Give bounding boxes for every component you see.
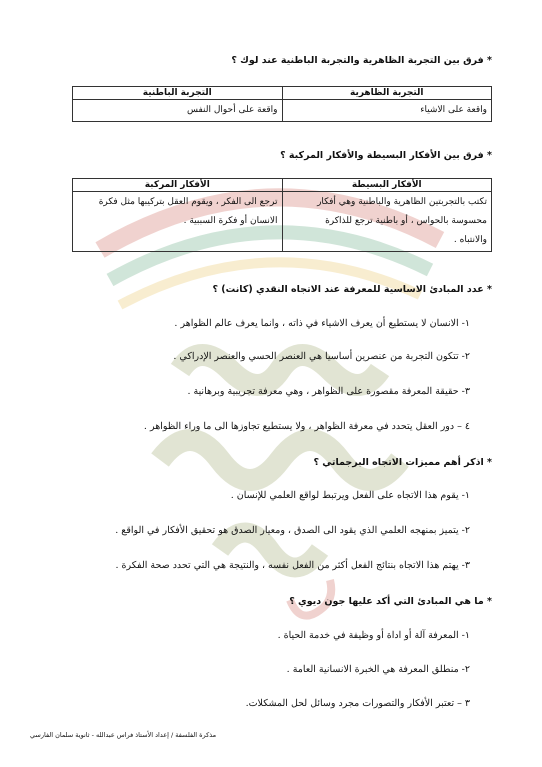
cell-line: تكتب بالتجربتين الظاهرية والباطنية وهي أفكار [317,197,487,207]
table-header-cell: التجربة الباطنية [73,87,283,100]
table-header-row [73,87,492,100]
experience-comparison-table [72,86,492,122]
question-2-title: * فرق بين الأفكار البسيطة والأفكار المركبة ؟ [280,150,492,161]
cell-line: الانسان أو فكرة السببية . [183,216,278,226]
table-row [73,100,492,122]
table-header-cell: التجربة الظاهرية [282,87,492,100]
page-footer: مذكرة الفلسفة / إعداد الأستاذ فراس عبدالله - ثانوية سلمان الفارسي [30,731,217,739]
table-cell [282,192,492,252]
table-header-row [73,179,492,192]
table-cell [73,192,283,252]
question-3-title: * عدد المبادئ الاساسية للمعرفة عند الاتجاه النقدي (كانت) ؟ [212,284,492,295]
table-cell: واقعة على الاشياء [282,100,492,122]
question-5-title: * ما هي المبادئ التي أكد عليها جون ديوي ؟ [289,596,492,607]
table-cell: واقعة على أحوال النفس [73,100,283,122]
list-item: ٢- يتميز بمنهجه العلمي الذي يقود الى الصدق ، ومعيار الصدق هو تحقيق الأفكار في الواقع . [115,525,470,536]
table-header-cell: الأفكار المركبة [73,179,283,192]
cell-line: والانتباه . [453,235,487,245]
list-item: ١- يقوم هذا الاتجاه على الفعل ويرتبط لواقع العلمي للإنسان . [230,490,470,501]
list-item: ٣- يهتم هذا الاتجاه بنتائج الفعل أكثر من الفعل نفسه ، والنتيجة هي التي تحدد صحة الفكرة . [115,560,470,571]
list-item: ٤ – دور العقل يتحدد في معرفة الظواهر ، ولا يستطيع تجاوزها الى ما وراء الظواهر . [143,421,470,432]
question-4-title: * اذكر أهم مميزات الاتجاه البرجماتي ؟ [313,457,492,468]
list-item: ٣- حقيقة المعرفة مقصورة على الظواهر ، وهي معرفة تجريبية وبرهانية . [187,386,470,397]
table-header-cell: الأفكار البسيطة [282,179,492,192]
list-item: ٢- تتكون التجربة من عنصرين أساسيا هي العنصر الحسي والعنصر الإدراكي . [173,351,470,362]
question-1-title: * فرق بين التجربة الظاهرية والتجربة الباطنية عند لوك ؟ [231,55,492,66]
cell-line: محسوسة بالحواس ، أو باطنية ترجع للذاكرة [325,216,487,226]
list-item: ١- المعرفة آلة أو اداة أو وظيفة في خدمة الحياة . [277,630,470,641]
table-row [73,192,492,252]
list-item: ١- الانسان لا يستطيع أن يعرف الاشياء في ذاته ، وانما يعرف عالم الظواهر . [174,318,470,329]
list-item: ٣ – تعتبر الأفكار والتصورات مجرد وسائل لحل المشكلات. [245,698,470,709]
list-item: ٢- منطلق المعرفة هي الخبرة الانسانية العامة . [286,664,470,675]
ideas-comparison-table [72,178,492,252]
cell-line: ترجع الى الفكر ، ويقوم العقل بتركيبها مثل فكرة [98,197,278,207]
